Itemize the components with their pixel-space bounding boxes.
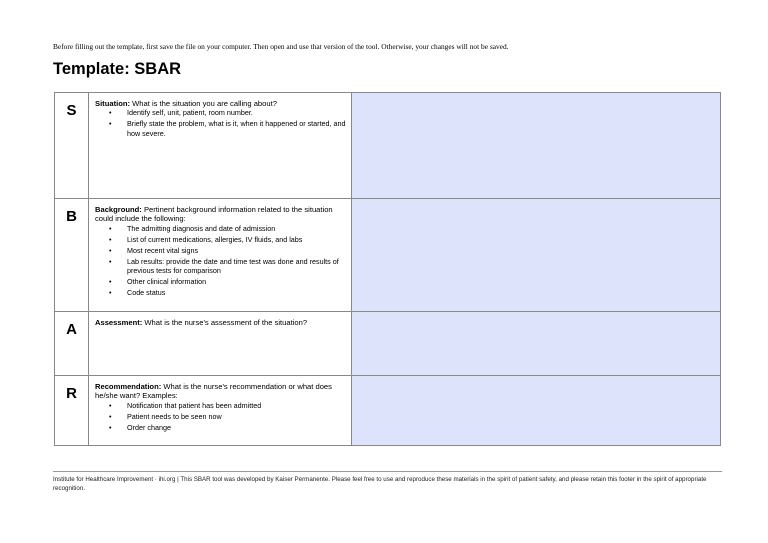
row-prompt-text: What is the nurse's recommendation or what does he/she want? Examples: (95, 382, 332, 401)
bullet-list (95, 224, 347, 297)
assessment-entry-field[interactable] (352, 312, 721, 376)
bullet-icon: • (109, 108, 112, 118)
instructions-text: Before filling out the template, first save the file on your computer. Then open and use that version of the tool. Otherwise, your changes will not be saved. (53, 42, 509, 51)
list-item: • Briefly state the problem, what is it, when it happened or started, and how severe. (109, 119, 346, 138)
footer-divider (53, 471, 722, 472)
row-prompt-text: What is the nurse's assessment of the situation? (142, 318, 308, 327)
row-letter: B (55, 199, 89, 312)
bullet-icon: • (109, 400, 112, 410)
sbar-row-background (55, 199, 721, 312)
list-item: • Patient needs to be seen now (109, 411, 222, 421)
list-item: • Lab results: provide the date and time test was done and results of previous tests for comparison (109, 256, 339, 275)
list-item: • Code status (109, 287, 166, 297)
bullet-icon: • (109, 422, 112, 432)
recommendation-entry-field[interactable] (352, 376, 721, 446)
page-title: Template: SBAR (53, 60, 182, 78)
row-prompt (89, 93, 352, 199)
bullet-icon: • (109, 223, 112, 233)
bullet-icon: • (109, 287, 112, 297)
bullet-list (95, 401, 347, 432)
bullet-icon: • (109, 245, 112, 255)
list-item: • Most recent vital signs (109, 245, 199, 255)
footer-text: Institute for Healthcare Improvement · ihi.org | This SBAR tool was developed by Kaiser Permanente. Please feel free to use and reproduce these materials in the spirit of patient safety, and please retain this footer in the spirit of appropriate recognition. (53, 476, 707, 492)
row-prompt (89, 312, 352, 376)
row-letter: S (55, 93, 89, 199)
row-heading: Situation: (95, 99, 131, 108)
bullet-icon: • (109, 256, 112, 266)
row-letter: R (55, 376, 89, 446)
bullet-list (95, 108, 347, 138)
situation-entry-field[interactable] (352, 93, 721, 199)
bullet-icon: • (109, 276, 112, 286)
row-heading: Background: (95, 205, 142, 214)
sbar-table (54, 92, 721, 446)
bullet-icon: • (109, 119, 112, 129)
bullet-icon: • (109, 411, 112, 421)
list-item: • Other clinical information (109, 276, 207, 286)
list-item: • Notification that patient has been admitted (109, 400, 262, 410)
sbar-row-situation (55, 93, 721, 199)
row-prompt-text: Pertinent background information related to the situation could include the following: (95, 205, 333, 224)
sbar-row-assessment (55, 312, 721, 376)
bullet-icon: • (109, 234, 112, 244)
sbar-row-recommendation (55, 376, 721, 446)
background-entry-field[interactable] (352, 199, 721, 312)
list-item: • Identify self, unit, patient, room number. (109, 108, 253, 118)
list-item: • The admitting diagnosis and date of admission (109, 223, 276, 233)
list-item: • Order change (109, 422, 171, 432)
row-prompt (89, 376, 352, 446)
row-heading: Assessment: (95, 318, 143, 327)
row-prompt (89, 199, 352, 312)
row-prompt-text: What is the situation you are calling about? (130, 99, 277, 108)
row-heading: Recommendation: (95, 382, 162, 391)
row-letter: A (55, 312, 89, 376)
list-item: • List of current medications, allergies, IV fluids, and labs (109, 234, 303, 244)
